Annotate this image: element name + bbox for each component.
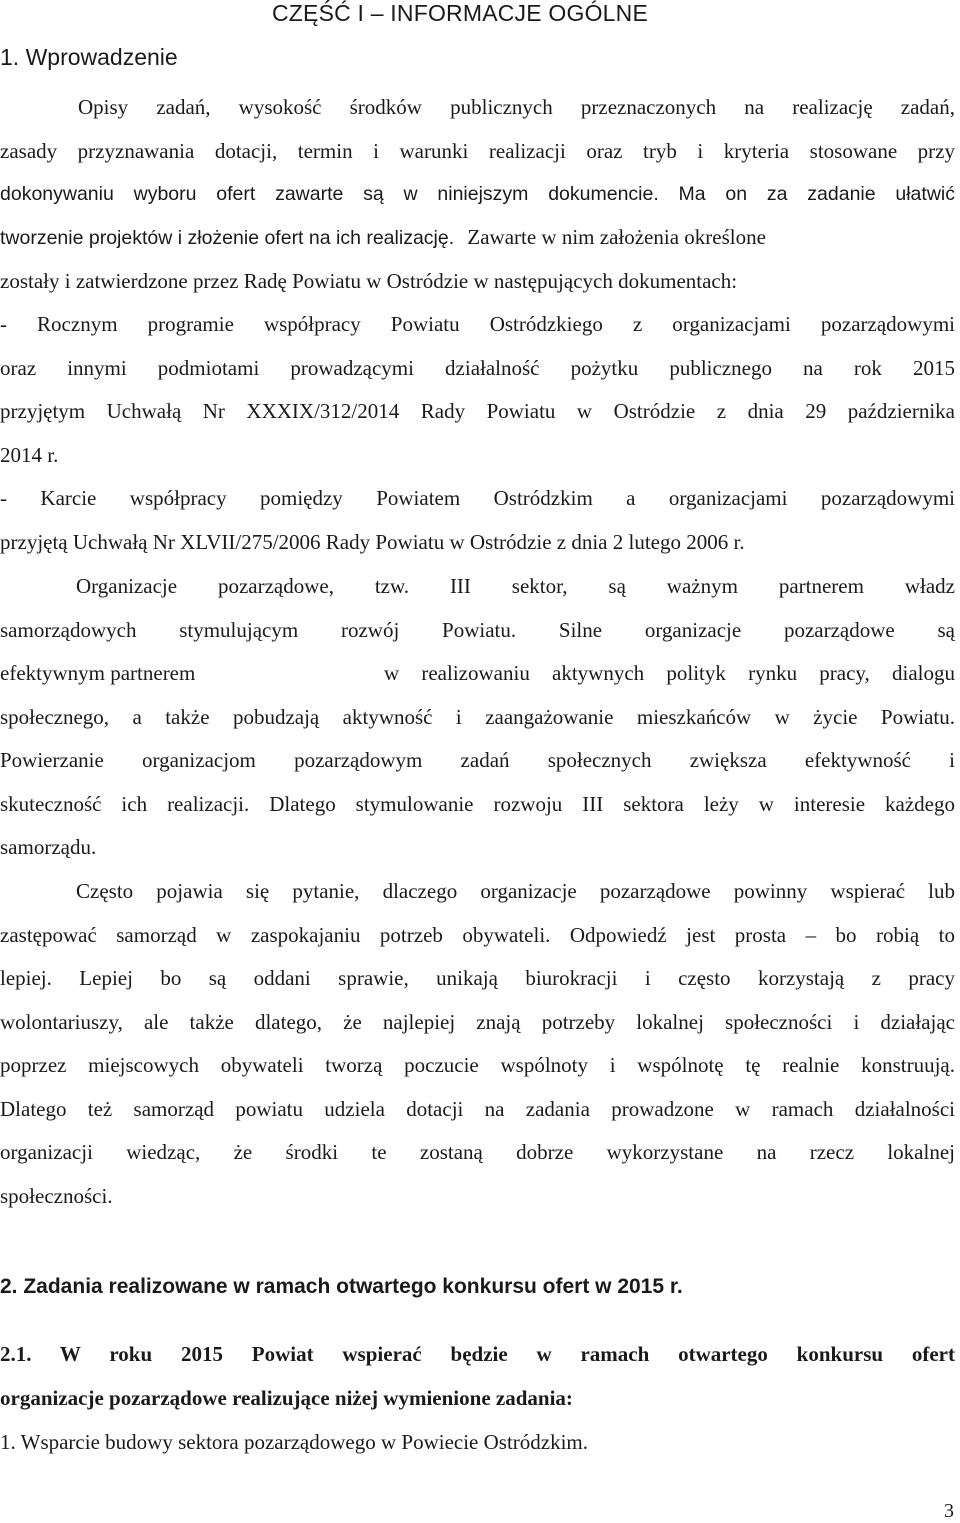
intro-line-7: oraz innymi podmiotami prowadzącymi działalność pożytku publicznego na rok 2015 [0,356,955,380]
intro-line-5: zostały i zatwierdzone przez Radę Powiatu w Ostródzie w następujących dokumentach: [0,269,738,293]
intro-line-1: Opisy zadań, wysokość środków publicznych przeznaczonych na realizację zadań, [78,95,955,119]
para3-line-2: zastępować samorząd w zaspokajaniu potrzeb obywateli. Odpowiedź jest prosta – bo robią to [0,923,955,947]
section-title: 1. Wprowadzenie [0,44,178,70]
para3-line-4: wolontariuszy, ale także dlatego, że najlepiej znają potrzeby lokalnej społeczności i działając [0,1010,955,1034]
section-2-title-text: 2. Zadania realizowane w ramach otwartego konkursu ofert w 2015 r. [0,1275,683,1298]
para2-line-7: samorządu. [0,835,97,859]
section-2-1-line-2: organizacje pozarządowe realizujące niżej wymienione zadania: [0,1386,573,1410]
para2-line-3a: efektywnym partnerem [0,661,196,685]
para2-line-6: skuteczność ich realizacji. Dlatego stymulowanie rozwoju III sektora leży w interesie każdego [0,792,955,816]
intro-line-4b: Zawarte w nim założenia określone [462,225,766,249]
intro-line-9: 2014 r. [0,443,59,467]
para3-line-1: Często pojawia się pytanie, dlaczego organizacje pozarządowe powinny wspierać lub [76,879,955,903]
para3-line-7: organizacji wiedząc, że środki te zostaną dobrze wykorzystane na rzecz lokalnej [0,1140,955,1164]
page-number: 3 [944,1500,954,1522]
intro-line-6: - Rocznym programie współpracy Powiatu Ostródzkiego z organizacjami pozarządowymi [0,312,955,336]
intro-line-4a: tworzenie projektów i złożenie ofert na ich realizację. [0,227,455,249]
section-2-title [0,1272,955,1302]
section-2-1-line-1: 2.1. W roku 2015 Powiat wspierać będzie w ramach otwartego konkursu ofert [0,1342,955,1366]
para2-line-5: Powierzanie organizacjom pozarządowym zadań społecznych zwiększa efektywność i [0,748,955,772]
part-title: CZĘŚĆ I – INFORMACJE OGÓLNE [272,0,649,26]
para2-line-4: społecznego, a także pobudzają aktywność i zaangażowanie mieszkańców w życie Powiatu. [0,705,955,729]
para3-line-3: lepiej. Lepiej bo są oddani sprawie, unikają biurokracji i często korzystają z pracy [0,966,955,990]
para3-line-8: społeczności. [0,1184,113,1208]
intro-line-8: przyjętym Uchwałą Nr XXXIX/312/2014 Rady Powiatu w Ostródzie z dnia 29 października [0,399,955,423]
para3-line-5: poprzez miejscowych obywateli tworzą poczucie wspólnoty i wspólnotę tę realnie konstruują. [0,1053,955,1077]
intro-line-2: zasady przyznawania dotacji, termin i warunki realizacji oraz tryb i kryteria stosowane przy [0,139,955,163]
intro-line-4 [0,222,955,252]
intro-line-11: przyjętą Uchwałą Nr XLVII/275/2006 Rady Powiatu w Ostródzie z dnia 2 lutego 2006 r. [0,530,745,554]
para2-line-3b: w realizowaniu aktywnych polityk rynku pracy, dialogu [384,661,955,685]
para2-line-1: Organizacje pozarządowe, tzw. III sektor, są ważnym partnerem władz [76,574,955,598]
intro-line-3: dokonywaniu wyboru ofert zawarte są w niniejszym dokumencie. Ma on za zadanie ułatwić [0,183,955,205]
para2-line-2: samorządowych stymulującym rozwój Powiatu. Silne organizacje pozarządowe są [0,618,955,642]
para3-line-6: Dlatego też samorząd powiatu udziela dotacji na zadania prowadzone w ramach działalności [0,1097,955,1121]
task-item-1: 1. Wsparcie budowy sektora pozarządowego w Powiecie Ostródzkim. [0,1430,589,1454]
intro-line-10: - Karcie współpracy pomiędzy Powiatem Ostródzkim a organizacjami pozarządowymi [0,486,955,510]
